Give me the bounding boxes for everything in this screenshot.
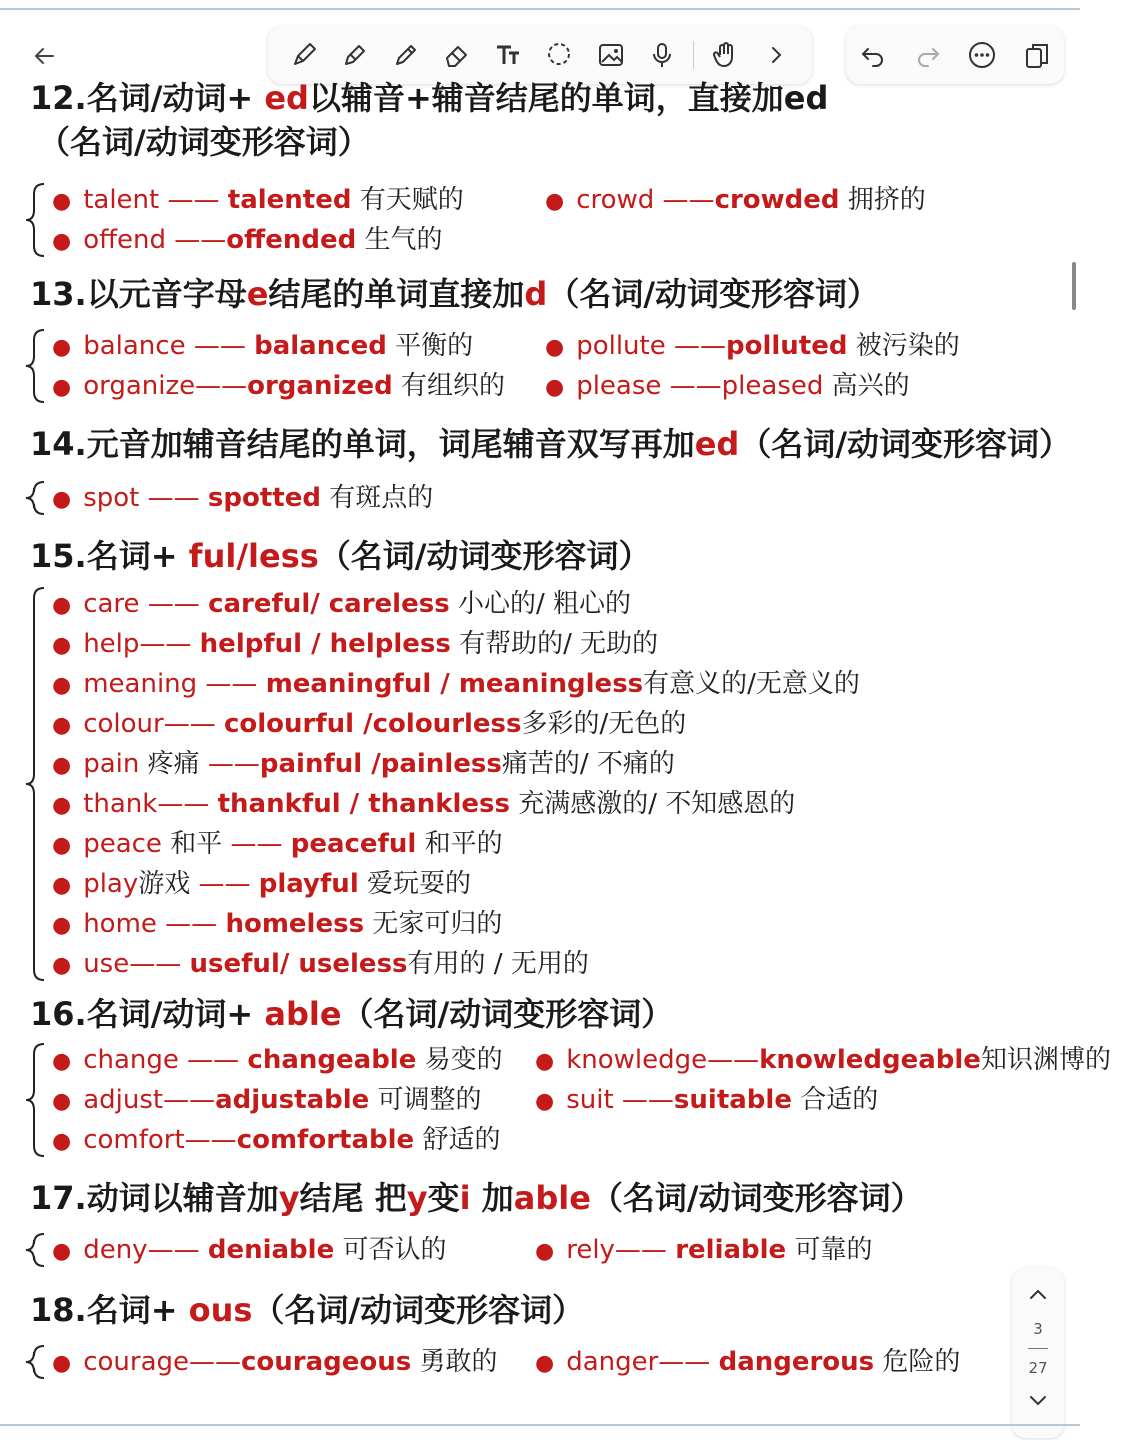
pen-tool-button[interactable]: [284, 35, 324, 75]
word-group: [30, 326, 1121, 406]
word-row: [30, 664, 1075, 704]
chinese-meaning: 充满感激的/ 不知感恩的: [510, 789, 796, 819]
base-word: play: [83, 869, 139, 899]
base-word: deny——: [83, 1235, 208, 1265]
word-item: [52, 478, 433, 518]
section: [30, 272, 1075, 401]
toolbar-separator: [693, 41, 694, 69]
word-row: [30, 824, 1075, 864]
heading-part: 18.名词+: [30, 1291, 189, 1329]
image-icon: [597, 41, 625, 69]
derived-word: colourful /colourless: [223, 709, 522, 739]
derived-word: polluted: [726, 331, 848, 361]
chinese-meaning: 勇敢的: [411, 1347, 498, 1377]
word-item: [52, 824, 503, 864]
pages-button[interactable]: [1017, 35, 1057, 75]
derived-word: dangerous: [718, 1347, 875, 1377]
derived-word: helpful / helpless: [199, 629, 451, 659]
word-item: [52, 220, 442, 260]
heading-part: ed: [694, 425, 740, 463]
chinese-meaning: 知识渊博的: [980, 1045, 1111, 1075]
derived-word: thankful / thankless: [217, 789, 511, 819]
base-word: offend ——: [83, 225, 227, 255]
chinese-meaning: 有组织的: [392, 371, 506, 401]
word-item: [52, 664, 860, 704]
derived-word: offended: [226, 225, 357, 255]
arrow-dash: ——: [198, 869, 259, 899]
word-row: [30, 944, 1075, 984]
bullet-icon: ●: [52, 833, 72, 858]
word-row: [30, 1120, 1075, 1160]
word-row: [30, 366, 1075, 406]
base-meaning: 疼痛: [147, 749, 208, 779]
word-item: [52, 326, 473, 366]
bullet-icon: ●: [52, 335, 72, 360]
section-heading: [30, 992, 1075, 1036]
word-item: [52, 180, 464, 220]
heading-part: 结尾的单词直接加: [268, 275, 525, 313]
lasso-tool-button[interactable]: [539, 35, 579, 75]
chevron-up-icon: [1024, 1280, 1052, 1308]
chinese-meaning: 可靠的: [786, 1235, 873, 1265]
word-row: [30, 326, 1075, 366]
back-arrow-icon: [31, 43, 57, 69]
base-word: care ——: [83, 589, 209, 619]
word-item: [52, 366, 505, 406]
chinese-meaning: 小心的/ 粗心的: [449, 589, 631, 619]
word-group: [30, 1342, 1121, 1382]
microphone-icon: [648, 41, 676, 69]
base-word: use——: [83, 949, 190, 979]
heading-part: 结尾 把: [299, 1179, 407, 1217]
chinese-meaning: 爱玩耍的: [358, 869, 471, 899]
chinese-meaning: 可调整的: [369, 1085, 482, 1115]
word-item: [52, 1120, 500, 1160]
word-item: [52, 744, 675, 784]
heading-part: e: [246, 275, 269, 313]
chinese-meaning: 易变的: [416, 1045, 503, 1075]
text-icon: [494, 41, 522, 69]
word-group: [30, 584, 1121, 984]
bullet-icon: ●: [52, 753, 72, 778]
base-word: balance ——: [83, 331, 255, 361]
derived-word: balanced: [254, 331, 387, 361]
bullet-icon: ●: [52, 673, 72, 698]
section-heading: [30, 534, 1075, 578]
base-word: crowd ——: [576, 185, 715, 215]
heading-part: y: [278, 1179, 300, 1217]
undo-button[interactable]: [853, 35, 893, 75]
heading-part: 16.名词/动词+: [30, 995, 265, 1033]
redo-button[interactable]: [908, 35, 948, 75]
word-item: [52, 1080, 482, 1120]
bullet-icon: ●: [52, 633, 72, 658]
derived-word: knowledgeable: [759, 1045, 981, 1075]
heading-part: （名词/动词变形容词）: [318, 537, 651, 575]
word-row: [30, 624, 1075, 664]
base-word: danger——: [566, 1347, 719, 1377]
word-row: [30, 864, 1075, 904]
bullet-icon: ●: [535, 1239, 555, 1264]
base-meaning: 游戏: [138, 869, 199, 899]
bullet-icon: ●: [52, 713, 72, 738]
base-word: knowledge——: [566, 1045, 760, 1075]
section-heading: [30, 272, 1075, 316]
word-item: [535, 1342, 960, 1382]
base-word: adjust——: [83, 1085, 216, 1115]
heading-part: （名词/动词变形容词）: [739, 425, 1072, 463]
bullet-icon: ●: [535, 1089, 555, 1114]
bullet-icon: ●: [545, 335, 565, 360]
base-word: meaning ——: [83, 669, 266, 699]
back-button[interactable]: [22, 34, 66, 78]
derived-word: playful: [258, 869, 359, 899]
base-word: peace: [83, 829, 171, 859]
heading-part: （名词/动词变形容词）: [252, 1291, 585, 1329]
base-word: courage——: [83, 1347, 242, 1377]
undo-icon: [859, 41, 887, 69]
microphone-tool-button[interactable]: [642, 35, 682, 75]
chinese-meaning: 生气的: [356, 225, 443, 255]
chinese-meaning: 平衡的: [386, 331, 474, 361]
base-word: comfort——: [83, 1125, 237, 1155]
heading-part: 12.名词/动词+: [30, 79, 265, 117]
bullet-icon: ●: [52, 1351, 72, 1376]
bullet-icon: ●: [52, 953, 72, 978]
word-item: [52, 1342, 498, 1382]
pen-icon: [290, 41, 318, 69]
chinese-meaning: 舒适的: [414, 1125, 501, 1155]
bullet-icon: ●: [52, 229, 72, 254]
word-item: [52, 1040, 503, 1080]
chinese-meaning: 可否认的: [334, 1235, 447, 1265]
page-up-button[interactable]: [1018, 1274, 1058, 1314]
image-tool-button[interactable]: [591, 35, 631, 75]
derived-word: useful/ useless: [189, 949, 408, 979]
section: [30, 422, 1075, 513]
heading-part: ed: [264, 79, 309, 117]
derived-word: homeless: [225, 909, 365, 939]
derived-word: comfortable: [236, 1125, 415, 1155]
word-row: [30, 1342, 1075, 1382]
word-group: [30, 180, 1121, 260]
word-item: [52, 904, 502, 944]
word-row: [30, 784, 1075, 824]
derived-word: peaceful: [290, 829, 417, 859]
bullet-icon: ●: [52, 873, 72, 898]
page-down-button[interactable]: [1018, 1381, 1058, 1421]
hand-icon: [711, 41, 739, 69]
top-rule: [0, 8, 1080, 10]
chinese-meaning: 多彩的/无色的: [521, 709, 687, 739]
bullet-icon: ●: [52, 1089, 72, 1114]
base-word: rely——: [566, 1235, 676, 1265]
derived-word: spotted: [207, 483, 321, 513]
chinese-meaning: 合适的: [791, 1085, 879, 1115]
hand-tool-button[interactable]: [705, 35, 745, 75]
derived-word: painful /painless: [259, 749, 502, 779]
section-heading: [30, 76, 1075, 120]
word-item: [52, 584, 631, 624]
base-word: colour——: [83, 709, 224, 739]
more-options-button[interactable]: [962, 35, 1002, 75]
word-item: [52, 784, 795, 824]
base-word: talent ——: [83, 185, 228, 215]
chinese-meaning: 痛苦的/ 不痛的: [501, 749, 675, 779]
section-heading: [30, 1176, 1075, 1220]
section-heading: [30, 422, 1075, 466]
chinese-meaning: 拥挤的: [839, 185, 926, 215]
word-item: [52, 704, 686, 744]
word-row: [30, 584, 1075, 624]
arrow-dash: ——: [207, 749, 260, 779]
chevron-right-icon: [762, 41, 790, 69]
chinese-meaning: 有帮助的/ 无助的: [450, 629, 659, 659]
page-divider: [1028, 1348, 1048, 1349]
bullet-icon: ●: [535, 1351, 555, 1376]
heading-part: y: [406, 1179, 428, 1217]
bullet-icon: ●: [545, 375, 565, 400]
current-page: 3: [1033, 1320, 1043, 1338]
total-pages: 27: [1028, 1359, 1048, 1377]
base-word: change ——: [83, 1045, 248, 1075]
word-row: [30, 180, 1075, 220]
word-row: [30, 704, 1075, 744]
bullet-icon: ●: [535, 1049, 555, 1074]
word-item: [52, 1230, 446, 1270]
base-word: suit ——: [566, 1085, 674, 1115]
chinese-meaning: 危险的: [874, 1347, 961, 1377]
chinese-meaning: 无家可归的: [364, 909, 503, 939]
base-word: help——: [83, 629, 200, 659]
heading-part: （名词/动词变形容词）: [547, 275, 880, 313]
bullet-icon: ●: [52, 793, 72, 818]
base-word: pain: [83, 749, 148, 779]
heading-part: i: [459, 1179, 471, 1217]
chinese-meaning: 有斑点的: [320, 483, 434, 513]
word-row: [30, 220, 1075, 260]
page-navigator: [1012, 1268, 1064, 1438]
bullet-icon: ●: [545, 189, 565, 214]
arrow-dash: ——: [230, 829, 291, 859]
pages-icon: [1023, 41, 1051, 69]
word-row: [30, 1080, 1075, 1120]
chinese-meaning: 和平的: [416, 829, 503, 859]
derived-word: suitable: [673, 1085, 792, 1115]
word-item: [52, 864, 471, 904]
bullet-icon: ●: [52, 913, 72, 938]
derived-word: organized: [247, 371, 393, 401]
word-row: [30, 904, 1075, 944]
chinese-meaning: 有意义的/无意义的: [643, 669, 860, 699]
derived-word: adjustable: [215, 1085, 370, 1115]
pencil-tool-button[interactable]: [386, 35, 426, 75]
heading-part: 加: [470, 1179, 514, 1217]
bottom-rule: [0, 1424, 1080, 1426]
text-tool-button[interactable]: [488, 35, 528, 75]
word-item: [535, 1080, 878, 1120]
word-group: [30, 1040, 1121, 1160]
pencil-icon: [392, 41, 420, 69]
word-item: [535, 1040, 1111, 1080]
word-group: [30, 1230, 1121, 1270]
bullet-icon: ●: [52, 487, 72, 512]
word-item: [535, 1230, 872, 1270]
bullet-icon: ●: [52, 189, 72, 214]
heading-part: 15.名词+: [30, 537, 189, 575]
derived-word: crowded: [714, 185, 840, 215]
heading-part: 变: [427, 1179, 460, 1217]
highlighter-icon: [341, 41, 369, 69]
section: [30, 76, 1075, 255]
more-tools-button[interactable]: [756, 35, 796, 75]
highlighter-tool-button[interactable]: [335, 35, 375, 75]
bullet-icon: ●: [52, 593, 72, 618]
heading-part: ous: [188, 1291, 253, 1329]
word-item: [545, 326, 960, 366]
base-word: pollute ——: [576, 331, 726, 361]
chinese-meaning: 有天赋的: [351, 185, 464, 215]
word-row: [30, 744, 1075, 784]
heading-part: able: [513, 1179, 591, 1217]
heading-part: 14.元音加辅音结尾的单词，词尾辅音双写再加: [30, 425, 695, 463]
base-meaning: 和平: [170, 829, 231, 859]
chinese-meaning: 被污染的: [847, 331, 960, 361]
derived-word: deniable: [207, 1235, 335, 1265]
derived-word: meaningful / meaningless: [265, 669, 644, 699]
heading-part: d: [524, 275, 548, 313]
base-word: organize——: [83, 371, 248, 401]
heading-part: （名词/动词变形容词）: [341, 995, 674, 1033]
section: [30, 1176, 1075, 1265]
bullet-icon: ●: [52, 375, 72, 400]
eraser-tool-button[interactable]: [437, 35, 477, 75]
section: [30, 992, 1111, 1155]
bullet-icon: ●: [52, 1239, 72, 1264]
heading-part: （名词/动词变形容词）: [590, 1179, 923, 1217]
bullet-icon: ●: [52, 1049, 72, 1074]
base-word: spot ——: [83, 483, 208, 513]
section-subheading: （名词/动词变形容词）: [38, 123, 370, 161]
word-item: [52, 944, 589, 984]
lasso-icon: [545, 41, 573, 69]
heading-part: 17.动词以辅音加: [30, 1179, 279, 1217]
section: [30, 534, 1075, 979]
section-heading: [30, 1288, 1075, 1332]
base-word: please ——pleased: [576, 371, 824, 401]
eraser-icon: [443, 41, 471, 69]
chinese-meaning: 有用的 / 无用的: [407, 949, 589, 979]
word-item: [52, 624, 658, 664]
derived-word: courageous: [241, 1347, 412, 1377]
chinese-meaning: 高兴的: [823, 371, 910, 401]
word-row: [30, 1040, 1111, 1080]
word-row: [30, 478, 1075, 518]
heading-part: 13.以元音字母: [30, 275, 247, 313]
derived-word: changeable: [247, 1045, 417, 1075]
derived-word: careful/ careless: [208, 589, 450, 619]
derived-word: reliable: [675, 1235, 787, 1265]
redo-icon: [914, 41, 942, 69]
word-group: [30, 478, 1121, 518]
more-icon: [968, 41, 996, 69]
base-word: thank——: [83, 789, 218, 819]
heading-part: able: [264, 995, 342, 1033]
heading-part: 以辅音+辅音结尾的单词，直接加ed: [308, 79, 829, 117]
chevron-down-icon: [1024, 1387, 1052, 1415]
derived-word: talented: [227, 185, 352, 215]
word-row: [30, 1230, 1075, 1270]
bullet-icon: ●: [52, 1129, 72, 1154]
word-item: [545, 180, 926, 220]
heading-part: ful/less: [188, 537, 319, 575]
base-word: home ——: [83, 909, 226, 939]
word-item: [545, 366, 910, 406]
